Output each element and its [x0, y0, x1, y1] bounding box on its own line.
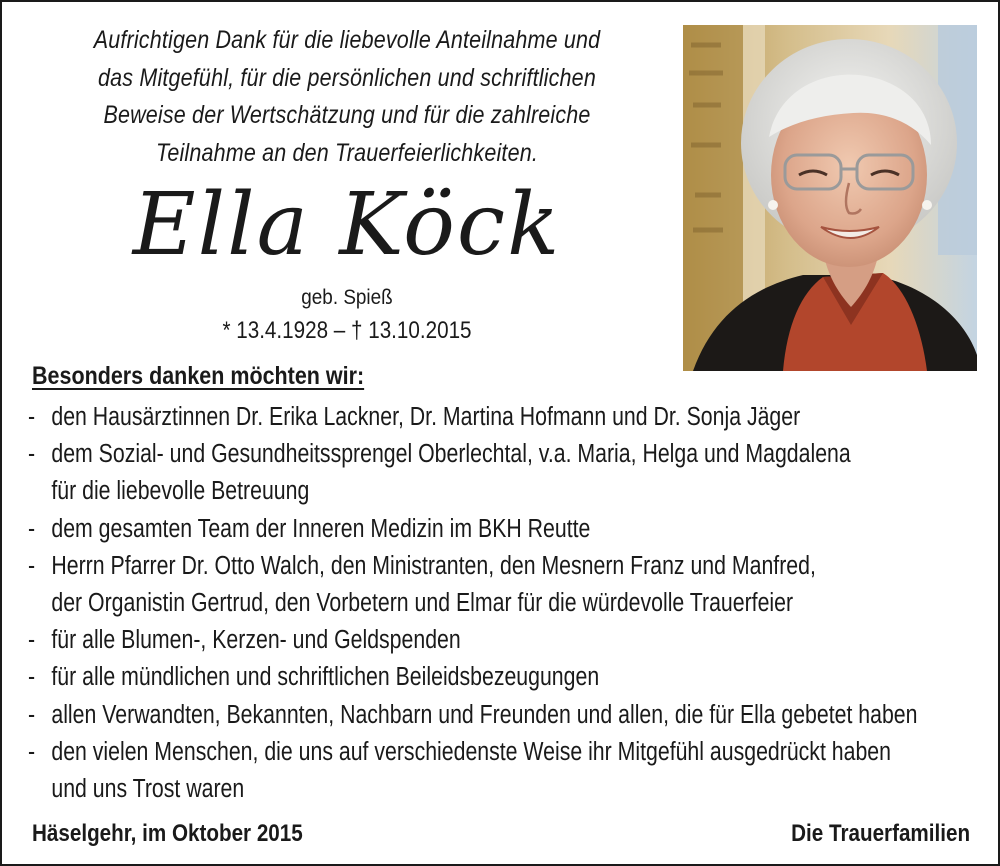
list-marker: - — [28, 514, 36, 543]
list-marker: - — [28, 440, 36, 469]
list-item — [28, 511, 946, 548]
intro-line: das Mitgefühl, für die persönlichen und schriftlichen — [98, 63, 596, 92]
list-item-line: der Organistin Gertrud, den Vorbetern und Elmar für die würdevolle Trauerfeier — [51, 589, 794, 618]
list-marker: - — [28, 700, 36, 729]
list-marker: - — [28, 663, 36, 692]
list-item-line: dem Sozial- und Gesundheitssprengel Oberlechtal, v.a. Maria, Helga und Magdalena — [51, 440, 851, 469]
list-item-line: und uns Trost waren — [51, 775, 245, 804]
signature: Die Trauerfamilien — [791, 820, 970, 847]
list-item — [28, 622, 946, 659]
intro-line: Teilnahme an den Trauerfeierlichkeiten. — [155, 138, 538, 167]
thanks-heading: Besonders danken möchten wir: — [32, 362, 365, 390]
list-item — [28, 399, 946, 436]
intro-line: Aufrichtigen Dank für die liebevolle Anteilnahme und — [93, 26, 601, 54]
thanks-list — [28, 399, 946, 808]
portrait-photo — [683, 25, 977, 371]
list-item — [28, 548, 946, 622]
intro-text — [85, 22, 610, 172]
list-marker: - — [28, 737, 36, 766]
maiden-name: geb. Spieß — [301, 286, 393, 309]
list-marker: - — [28, 551, 36, 580]
list-item-line: für die liebevolle Betreuung — [51, 477, 310, 506]
list-item-line: Herrn Pfarrer Dr. Otto Walch, den Ministranten, den Mesnern Franz und Manfred, — [51, 551, 816, 580]
life-dates: * 13.4.1928 – † 13.10.2015 — [222, 317, 472, 344]
list-item — [28, 697, 946, 734]
list-item — [28, 734, 946, 808]
list-item-line: allen Verwandten, Bekannten, Nachbarn und Freunden und allen, die für Ella gebetet haben — [51, 700, 918, 729]
list-item-line: für alle Blumen-, Kerzen- und Geldspenden — [51, 626, 461, 655]
list-item-line: dem gesamten Team der Inneren Medizin im BKH Reutte — [51, 514, 591, 543]
list-item-line: den vielen Menschen, die uns auf verschiedenste Weise ihr Mitgefühl ausgedrückt haben — [51, 737, 891, 766]
list-marker: - — [28, 626, 36, 655]
list-marker: - — [28, 403, 36, 431]
place-date: Häselgehr, im Oktober 2015 — [32, 820, 303, 847]
list-item-line: den Hausärztinnen Dr. Erika Lackner, Dr. Martina Hofmann und Dr. Sonja Jäger — [51, 403, 801, 431]
list-item — [28, 659, 946, 696]
list-item — [28, 436, 946, 510]
deceased-name: Ella Köck — [132, 175, 562, 275]
list-item-line: für alle mündlichen und schriftlichen Beileidsbezeugungen — [51, 663, 600, 692]
intro-line: Beweise der Wertschätzung und für die zahlreiche — [103, 101, 591, 129]
